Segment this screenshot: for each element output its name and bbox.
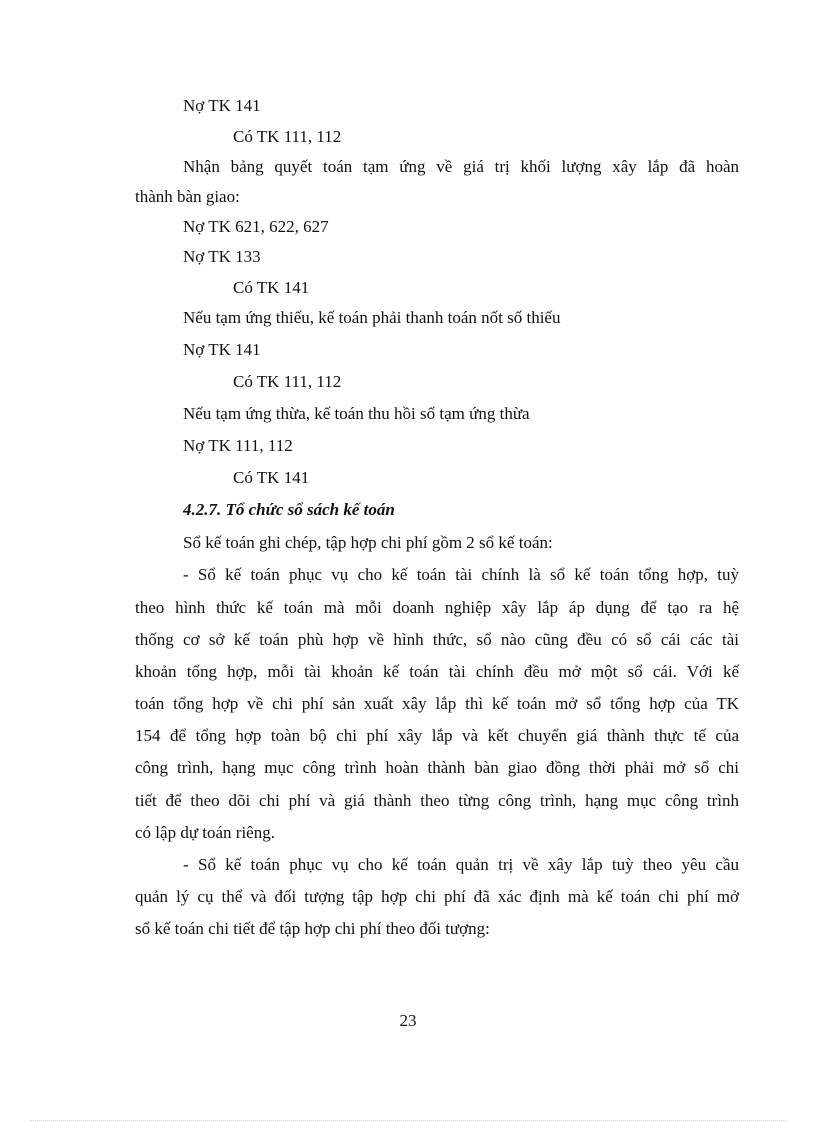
text-line: Sổ kế toán ghi chép, tập hợp chi phí gồm 2 sổ kế toán: (183, 533, 553, 552)
text-line: Nợ TK 621, 622, 627 (183, 217, 329, 236)
text-line: thành bàn giao: (135, 187, 240, 206)
text-line: Có TK 111, 112 (233, 127, 342, 146)
footer-divider (30, 1120, 786, 1121)
text-line: Nợ TK 141 (183, 96, 261, 115)
text-line: quản lý cụ thể và đối tượng tập hợp chi phí đã xác định mà kế toán chi phí mở (135, 887, 739, 906)
text-line: Nếu tạm ứng thừa, kế toán thu hồi số tạm ứng thừa (183, 404, 530, 423)
text-line: công trình, hạng mục công trình hoàn thành bàn giao đồng thời phải mở sổ chi (135, 758, 739, 777)
section-heading: 4.2.7. Tổ chức sổ sách kế toán (183, 500, 395, 519)
text-line: Nếu tạm ứng thiếu, kế toán phải thanh toán nốt số thiếu (183, 308, 561, 327)
text-line: sổ kế toán chi tiết để tập hợp chi phí theo đối tượng: (135, 919, 490, 938)
text-line: thống cơ sở kế toán phù hợp về hình thức, sổ nào cũng đều có sổ cái các tài (135, 630, 739, 649)
text-line: có lập dự toán riêng. (135, 823, 275, 842)
text-line: Có TK 141 (233, 278, 310, 297)
text-line: - Sổ kế toán phục vụ cho kế toán quản trị về xây lắp tuỳ theo yêu cầu (183, 855, 739, 874)
text-line: Nhận bảng quyết toán tạm ứng về giá trị khối lượng xây lắp đã hoàn (183, 157, 739, 176)
text-line: Nợ TK 141 (183, 340, 261, 359)
text-line: 154 để tổng hợp toàn bộ chi phí xây lắp và kết chuyển giá thành thực tế của (135, 726, 739, 745)
text-line: Có TK 111, 112 (233, 372, 342, 391)
page-number: 23 (399, 1011, 417, 1030)
text-line: Có TK 141 (233, 468, 310, 487)
text-line: - Sổ kế toán phục vụ cho kế toán tài chính là sổ kế toán tổng hợp, tuỳ (183, 565, 739, 584)
text-line: toán tổng hợp về chi phí sản xuất xây lắp thì kế toán mở sổ tổng hợp của TK (135, 694, 739, 713)
text-line: Nợ TK 111, 112 (183, 436, 293, 455)
text-line: Nợ TK 133 (183, 247, 261, 266)
text-line: khoản tổng hợp, mỗi tài khoản kế toán tài chính đều mở một sổ cái. Với kế (135, 662, 739, 681)
text-line: tiết để theo dõi chi phí và giá thành theo từng công trình, hạng mục công trình (135, 791, 739, 810)
text-line: theo hình thức kế toán mà mỗi doanh nghiệp xây lắp áp dụng để tạo ra hệ (135, 598, 739, 617)
